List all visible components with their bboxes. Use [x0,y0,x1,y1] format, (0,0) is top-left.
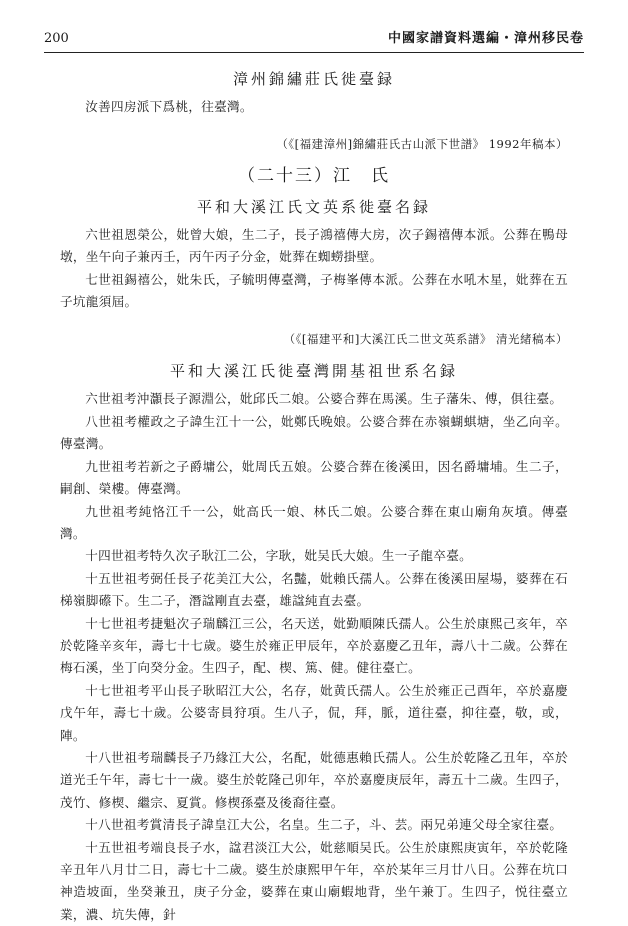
running-title: 中國家譜資料選編・漳州移民卷 [387,31,584,46]
paragraph: 汝善四房派下爲桃，往臺灣。 [85,99,253,115]
paragraph: 十八世祖考賞清長子諱皇江大公，名皇。生二子，斗、芸。兩兄弟連父母全家往臺。 [85,817,563,833]
page-content [60,68,568,926]
paragraph: 六世祖恩榮公，妣曾大娘，生二子，長子鴻禧傳大房，次子錫禧傳本派。公葬在鴨母墩，坐午向子兼丙壬，丙午丙子分金，妣葬在蜘蟧掛壁。 [60,227,568,265]
paragraph: 十八世祖考瑞麟長子乃緣江大公，名配，妣德惠賴氏孺人。公生於乾隆乙丑年，卒於道光壬午年，壽七十一歲。婆生於乾隆己卯年，卒於嘉慶庚辰年，壽五十二歲。生四子，茂竹、修楔、繼宗、夏賞。修楔孫臺及後裔往臺。 [60,749,568,810]
paragraph: 十五世祖考端良長子水，諡君淡江大公，妣慈順吴氏。公生於康熙庚寅年，卒於乾隆辛丑年八月廿二日，壽七十二歲。婆生於康熙甲午年，卒於某年三月廿八日。公葬在坑口神造坡面，坐癸兼丑，庚子分金，婆葬在東山廟蝦地背，坐午兼丁。生四子，悦往臺立業，濃、坑失傳，針 [60,839,568,922]
paragraph: 九世祖考純恪江千一公，妣高氏一娘、林氏二娘。公婆合葬在東山廟角灰墳。傳臺灣。 [60,503,568,541]
chapter-title: （二十三）江 氏 [238,166,390,187]
paragraph: 十五世祖考弼任長子花美江大公，名豔，妣賴氏孺人。公葬在後溪田屋場，婆葬在石梯嶺脚礤下。生二子，潛諡剛直去臺，雄諡純直去臺。 [60,570,568,609]
paragraph: 九世祖考若新之子爵墉公，妣周氏五娘。公婆合葬在後溪田，因名爵墉埔。生二子，嗣創、榮樓。傳臺灣。 [60,458,568,497]
paragraph: 十七世祖考平山長子耿昭江大公，名存，妣黄氏孺人。公生於雍正己酉年，卒於嘉慶戊午年，壽七十歲。公婆寄員狩項。生八子，侃，拜，脈，道往臺，抑往臺，敬，或，陣。 [60,682,568,743]
paragraph: 六世祖考沖灝長子源淵公，妣邱氏二娘。公婆合葬在馬溪。生子藩朱、傅，俱往臺。 [85,391,563,407]
paragraph: 七世祖錫禧公，妣朱氏，子毓明傳臺灣，子梅峯傳本派。公葬在水吼木星，妣葬在五子坑龍須屆。 [60,271,568,310]
section-title-ancestors: 平和大溪江氏徙臺灣開基祖世系名録 [169,362,458,381]
section-title-wenying: 平和大溪江氏文英系徙臺名録 [196,197,431,216]
source-citation: （《[福建平和]大溪江氏二世文英系譜》 清光緒稿本） [283,331,568,346]
source-citation: （《[福建漳州]錦繡莊氏古山派下世譜》 1992年稿本） [276,136,568,151]
paragraph: 十四世祖考特久次子耿江二公，字耿，妣吴氏大娘。生一子龍卒臺。 [85,548,472,564]
page-header [44,30,584,53]
page-number: 200 [44,31,69,46]
paragraph: 八世祖考權政之子諱生江十一公，妣鄭氏晚娘。公婆合葬在赤嶺蝴蜞塘，坐乙向辛。傳臺灣。 [60,413,568,452]
paragraph: 十七世祖考捷魁次子瑞麟江三公，名天送，妣勤順陳氏孺人。公生於康熙己亥年，卒於乾隆辛亥年，壽七十七歲。婆生於雍正甲辰年，卒於嘉慶乙丑年，壽八十二歲。公葬在梅石溪，坐丁向癸分金。生四子，配、楔、篤、健。健往臺亡。 [60,615,568,676]
section-title-zhuang: 漳州錦繡莊氏徙臺録 [232,70,395,88]
